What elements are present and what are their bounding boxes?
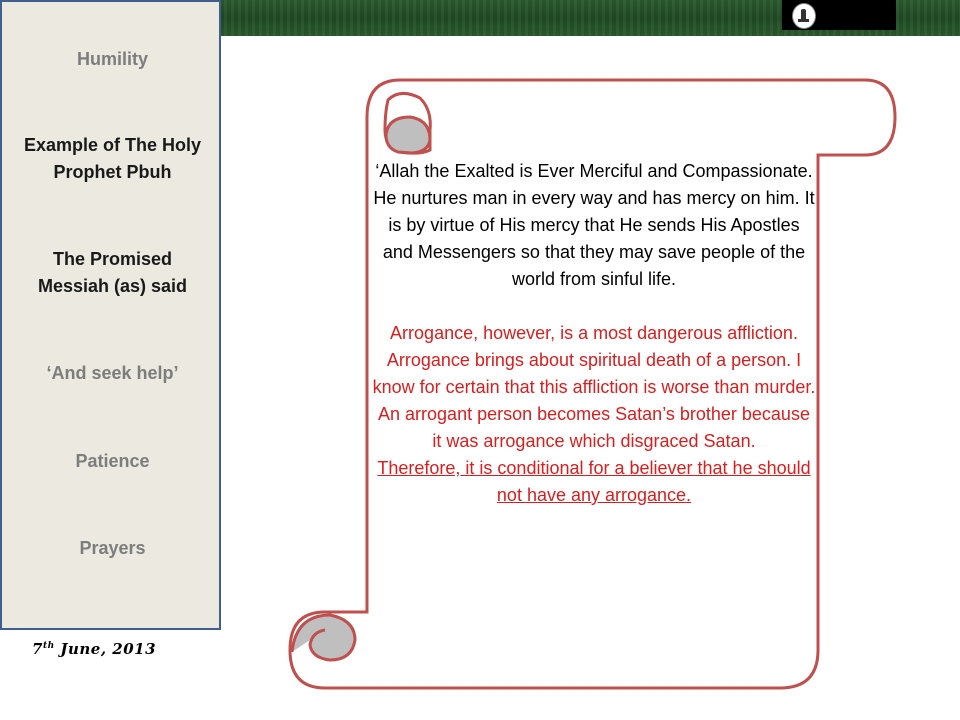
- sidebar-item-prayers[interactable]: Prayers: [79, 538, 146, 558]
- scroll-top-curl-shade: [386, 117, 430, 153]
- quote-paragraph-arrogance: Arrogance, however, is a most dangerous affliction. Arrogance brings about spiritual death of a person. I know for certain that this affliction is worse than murder. An arrogant person becomes Satan’s brother because it was arrogance which disgraced Satan.: [372, 323, 816, 451]
- sidebar-item-promised-messiah[interactable]: The Promised Messiah (as) said: [37, 249, 188, 296]
- sidebar-item-humility[interactable]: Humility: [76, 49, 148, 69]
- sidebar-item-seek-help[interactable]: ‘And seek help’: [46, 363, 179, 383]
- logo: [782, 0, 896, 30]
- sidebar-item-example-holy-prophet[interactable]: Example of The Holy Prophet Pbuh: [23, 135, 202, 182]
- date-label: 7th June, 2013: [32, 640, 157, 658]
- sidebar-item-patience[interactable]: Patience: [75, 451, 150, 471]
- sidebar-nav: [0, 0, 221, 630]
- quote-paragraph-conclusion: Therefore, it is conditional for a believer that he should not have any arrogance.: [377, 458, 811, 505]
- quote-text: [372, 158, 816, 509]
- quote-paragraph-mercy: ‘Allah the Exalted is Ever Merciful and Compassionate. He nurtures man in every way and has mercy on him. It is by virtue of His mercy that He sends His Apostles and Messengers so that they may save people of the world from sinful life.: [373, 161, 815, 289]
- minaret-emblem-icon: [792, 3, 816, 29]
